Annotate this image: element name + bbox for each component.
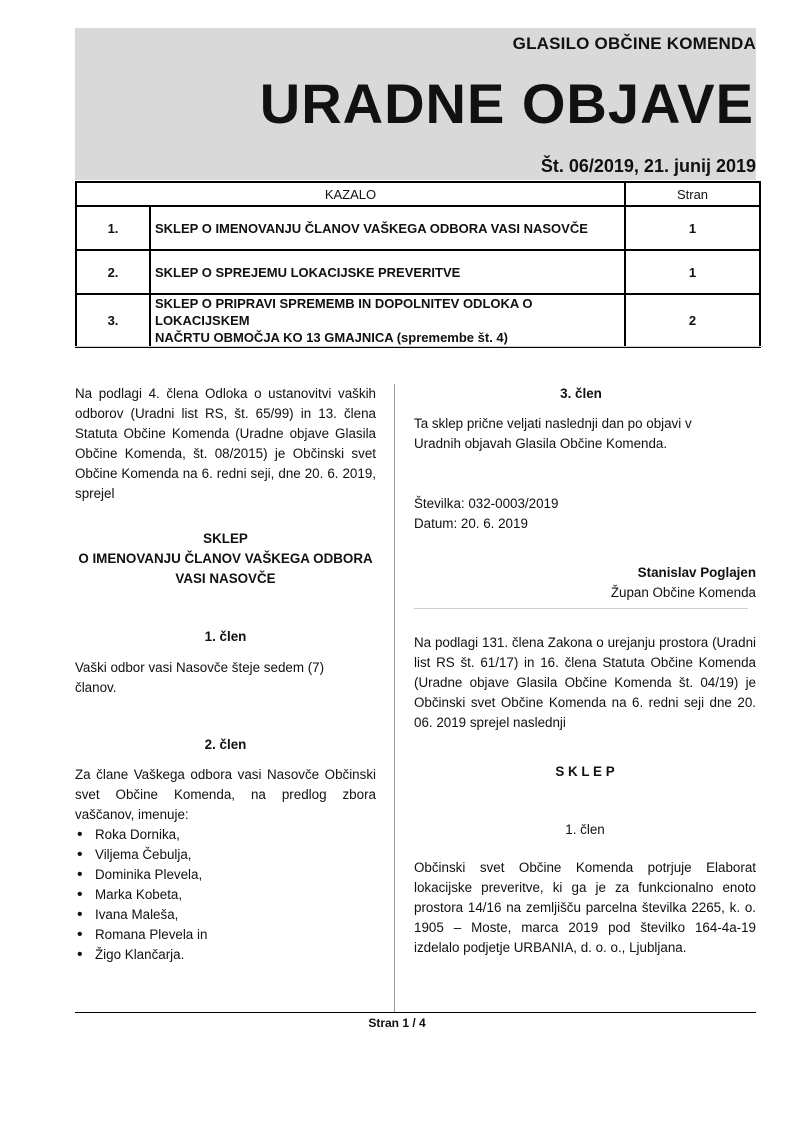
signer-role: Župan Občine Komenda [610, 585, 756, 600]
list-item: • Romana Plevela in [75, 925, 207, 945]
decision-title-line: VASI NASOVČE [175, 571, 276, 586]
list-item: • Ivana Maleša, [75, 905, 207, 925]
publisher-name: GLASILO OBČINE KOMENDA [512, 34, 756, 53]
article-heading: 3. člen [560, 386, 602, 401]
toc-page: 1 [625, 250, 760, 294]
decision-title-line: O IMENOVANJU ČLANOV VAŠKEGA ODBORA [78, 551, 373, 566]
toc-number: 3. [76, 294, 150, 347]
article-text: Ta sklep prične veljati naslednji dan po objavi v Uradnih objavah Glasila Občine Komenda. [414, 416, 692, 451]
footer-divider [75, 1012, 756, 1013]
article-heading: 1. člen [204, 629, 247, 644]
column-divider [394, 384, 395, 1012]
toc-heading: KAZALO [76, 182, 625, 206]
article-text: Za člane Vaškega odbora vasi Nasovče Občinski svet Občine Komenda, na predlog zbora vaščanov, imenuje: [75, 767, 376, 822]
article-heading: 2. člen [204, 737, 247, 752]
article-text: Vaški odbor vasi Nasovče šteje sedem (7) članov. [75, 660, 325, 695]
toc-row[interactable] [76, 250, 760, 294]
toc-row[interactable] [76, 294, 760, 347]
list-item: • Roka Dornika, [75, 825, 207, 845]
document-date: Datum: 20. 6. 2019 [414, 516, 528, 531]
decision-title-line: SKLEP [203, 531, 248, 546]
decision-title: S K L E P [555, 764, 615, 779]
list-item: • Marka Kobeta, [75, 885, 207, 905]
article-text: Občinski svet Občine Komenda potrjuje Elaborat lokacijske preveritve, ki ga je za funkcionalno enoto prostora 14/16 na zemljišču parcelna številka 2265, k. o. 1905 – Moste, marca 2019 pod številko 164-4a-19 izdelalo podjetje URBANIA, d. o. o., Ljubljana. [414, 860, 756, 955]
toc-title: SKLEP O IMENOVANJU ČLANOV VAŠKEGA ODBORA VASI NASOVČE [150, 206, 625, 250]
issue-number: Št. 06/2019, 21. junij 2019 [540, 156, 756, 176]
toc-title-line: NAČRTU OBMOČJA KO 13 GMAJNICA (spremembe št. 4) [155, 330, 508, 345]
list-item: • Dominika Plevela, [75, 865, 207, 885]
document-number: Številka: 032-0003/2019 [414, 496, 559, 511]
masthead [75, 28, 756, 180]
page-number: Stran 1 / 4 [368, 1016, 426, 1030]
toc-page-heading: Stran [625, 182, 760, 206]
intro-paragraph: Na podlagi 4. člena Odloka o ustanovitvi vaških odborov (Uradni list RS, št. 65/99) in 13. člena Statuta Občine Komenda (Uradne objave Glasila Občine Komenda, št. 08/2015) je Občinski svet Občine Komenda na 6. redni seji, dne 20. 6. 2019, sprejel [75, 386, 376, 501]
toc-number: 2. [76, 250, 150, 294]
divider [75, 346, 763, 347]
publication-title: URADNE OBJAVE [259, 72, 754, 135]
signer-name: Stanislav Poglajen [637, 565, 756, 580]
toc-title: SKLEP O SPREJEMU LOKACIJSKE PREVERITVE [150, 250, 625, 294]
article-heading: 1. člen [565, 822, 605, 837]
table-of-contents [75, 181, 761, 348]
divider [414, 608, 748, 609]
list-item: • Viljema Čebulja, [75, 845, 207, 865]
toc-title-line: SKLEP O PRIPRAVI SPREMEMB IN DOPOLNITEV ODLOKA O LOKACIJSKEM [155, 296, 533, 328]
toc-page: 1 [625, 206, 760, 250]
toc-number: 1. [76, 206, 150, 250]
toc-title [150, 294, 625, 347]
decision-title [75, 529, 376, 589]
list-item: • Žigo Klančarja. [75, 945, 207, 965]
intro-paragraph: Na podlagi 131. člena Zakona o urejanju prostora (Uradni list RS št. 61/17) in 16. člena Statuta Občine Komenda (Uradne objave Glasila Občine Komenda št. 04/19) je Občinski svet Občine Komenda na 6. redni seji dne 20. 06. 2019 sprejel naslednji [414, 635, 756, 730]
member-list [75, 825, 207, 965]
toc-page: 2 [625, 294, 760, 347]
toc-row[interactable] [76, 206, 760, 250]
